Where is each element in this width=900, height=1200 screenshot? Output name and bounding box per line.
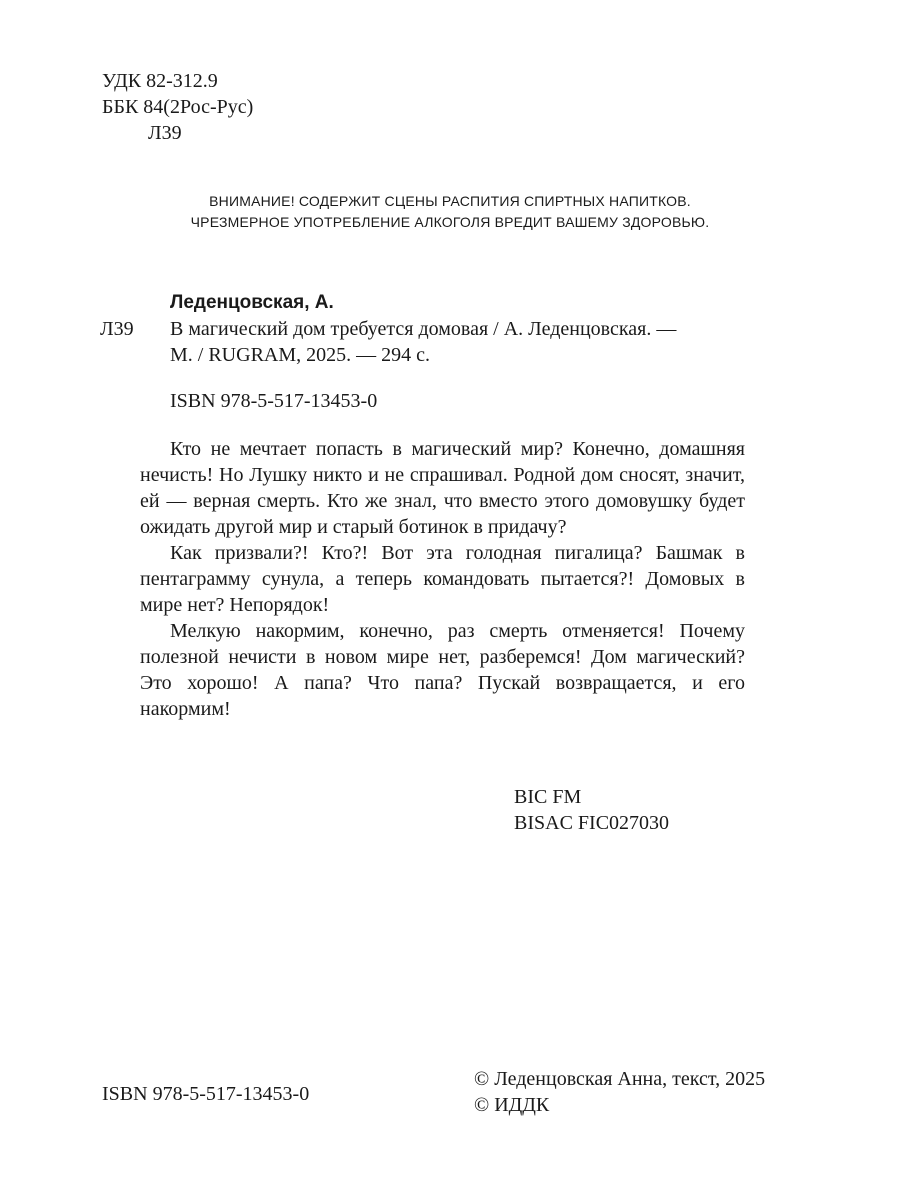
bisac-code: BISAC FIC027030 <box>514 812 670 834</box>
catalog-title: В магический дом требуется домовая / А. Леденцовская. — <box>170 318 677 340</box>
copyright-author: © Леденцовская Анна, текст, 2025 <box>474 1068 766 1090</box>
catalog-author: Леденцовская, А. <box>170 292 334 313</box>
udk-code: УДК 82-312.9 <box>102 70 218 92</box>
annotation-paragraph: Как призвали?! Кто?! Вот эта голодная пигалица? Башмак в пентаграмму сунула, а теперь командовать пытается?! Домовых в мире нет? Непорядок! <box>140 542 745 616</box>
bic-code: BIC FM <box>514 786 582 808</box>
catalog-author-code: Л39 <box>100 318 134 340</box>
catalog-isbn: ISBN 978-5-517-13453-0 <box>170 390 378 412</box>
classification-codes <box>102 68 253 146</box>
warning-line-1: ВНИМАНИЕ! СОДЕРЖИТ СЦЕНЫ РАСПИТИЯ СПИРТНЫХ НАПИТКОВ. <box>209 193 691 209</box>
book-annotation <box>140 436 745 722</box>
bbk-code: ББК 84(2Рос-Рус) <box>102 96 254 118</box>
annotation-paragraph: Кто не мечтает попасть в магический мир? Конечно, домашняя нечисть! Но Лушку никто и не спрашивал. Родной дом сносят, значит, ей — верная смерть. Кто же знал, что вместо этого домовушку будет ожидать другой мир и старый ботинок в придачу? <box>140 438 745 538</box>
catalog-publisher: М. / RUGRAM, 2025. — 294 с. <box>170 344 431 366</box>
footer-isbn: ISBN 978-5-517-13453-0 <box>102 1083 310 1105</box>
author-mark: Л39 <box>148 122 182 144</box>
alcohol-warning <box>0 191 900 233</box>
catalog-publisher-row <box>100 342 676 368</box>
warning-line-2: ЧРЕЗМЕРНОЕ УПОТРЕБЛЕНИЕ АЛКОГОЛЯ ВРЕДИТ ВАШЕМУ ЗДОРОВЬЮ. <box>190 214 710 230</box>
copyright-block <box>474 1066 765 1118</box>
copyright-publisher: © ИДДК <box>474 1094 550 1116</box>
annotation-paragraph: Мелкую накормим, конечно, раз смерть отменяется! Почему полезной нечисти в новом мире нет, разберемся! Дом магический? Это хорошо! А папа? Что папа? Пускай возвращается, и его накормим! <box>140 620 745 720</box>
subject-classification <box>514 784 669 836</box>
catalog-title-row <box>100 316 676 342</box>
catalog-record <box>100 290 676 368</box>
